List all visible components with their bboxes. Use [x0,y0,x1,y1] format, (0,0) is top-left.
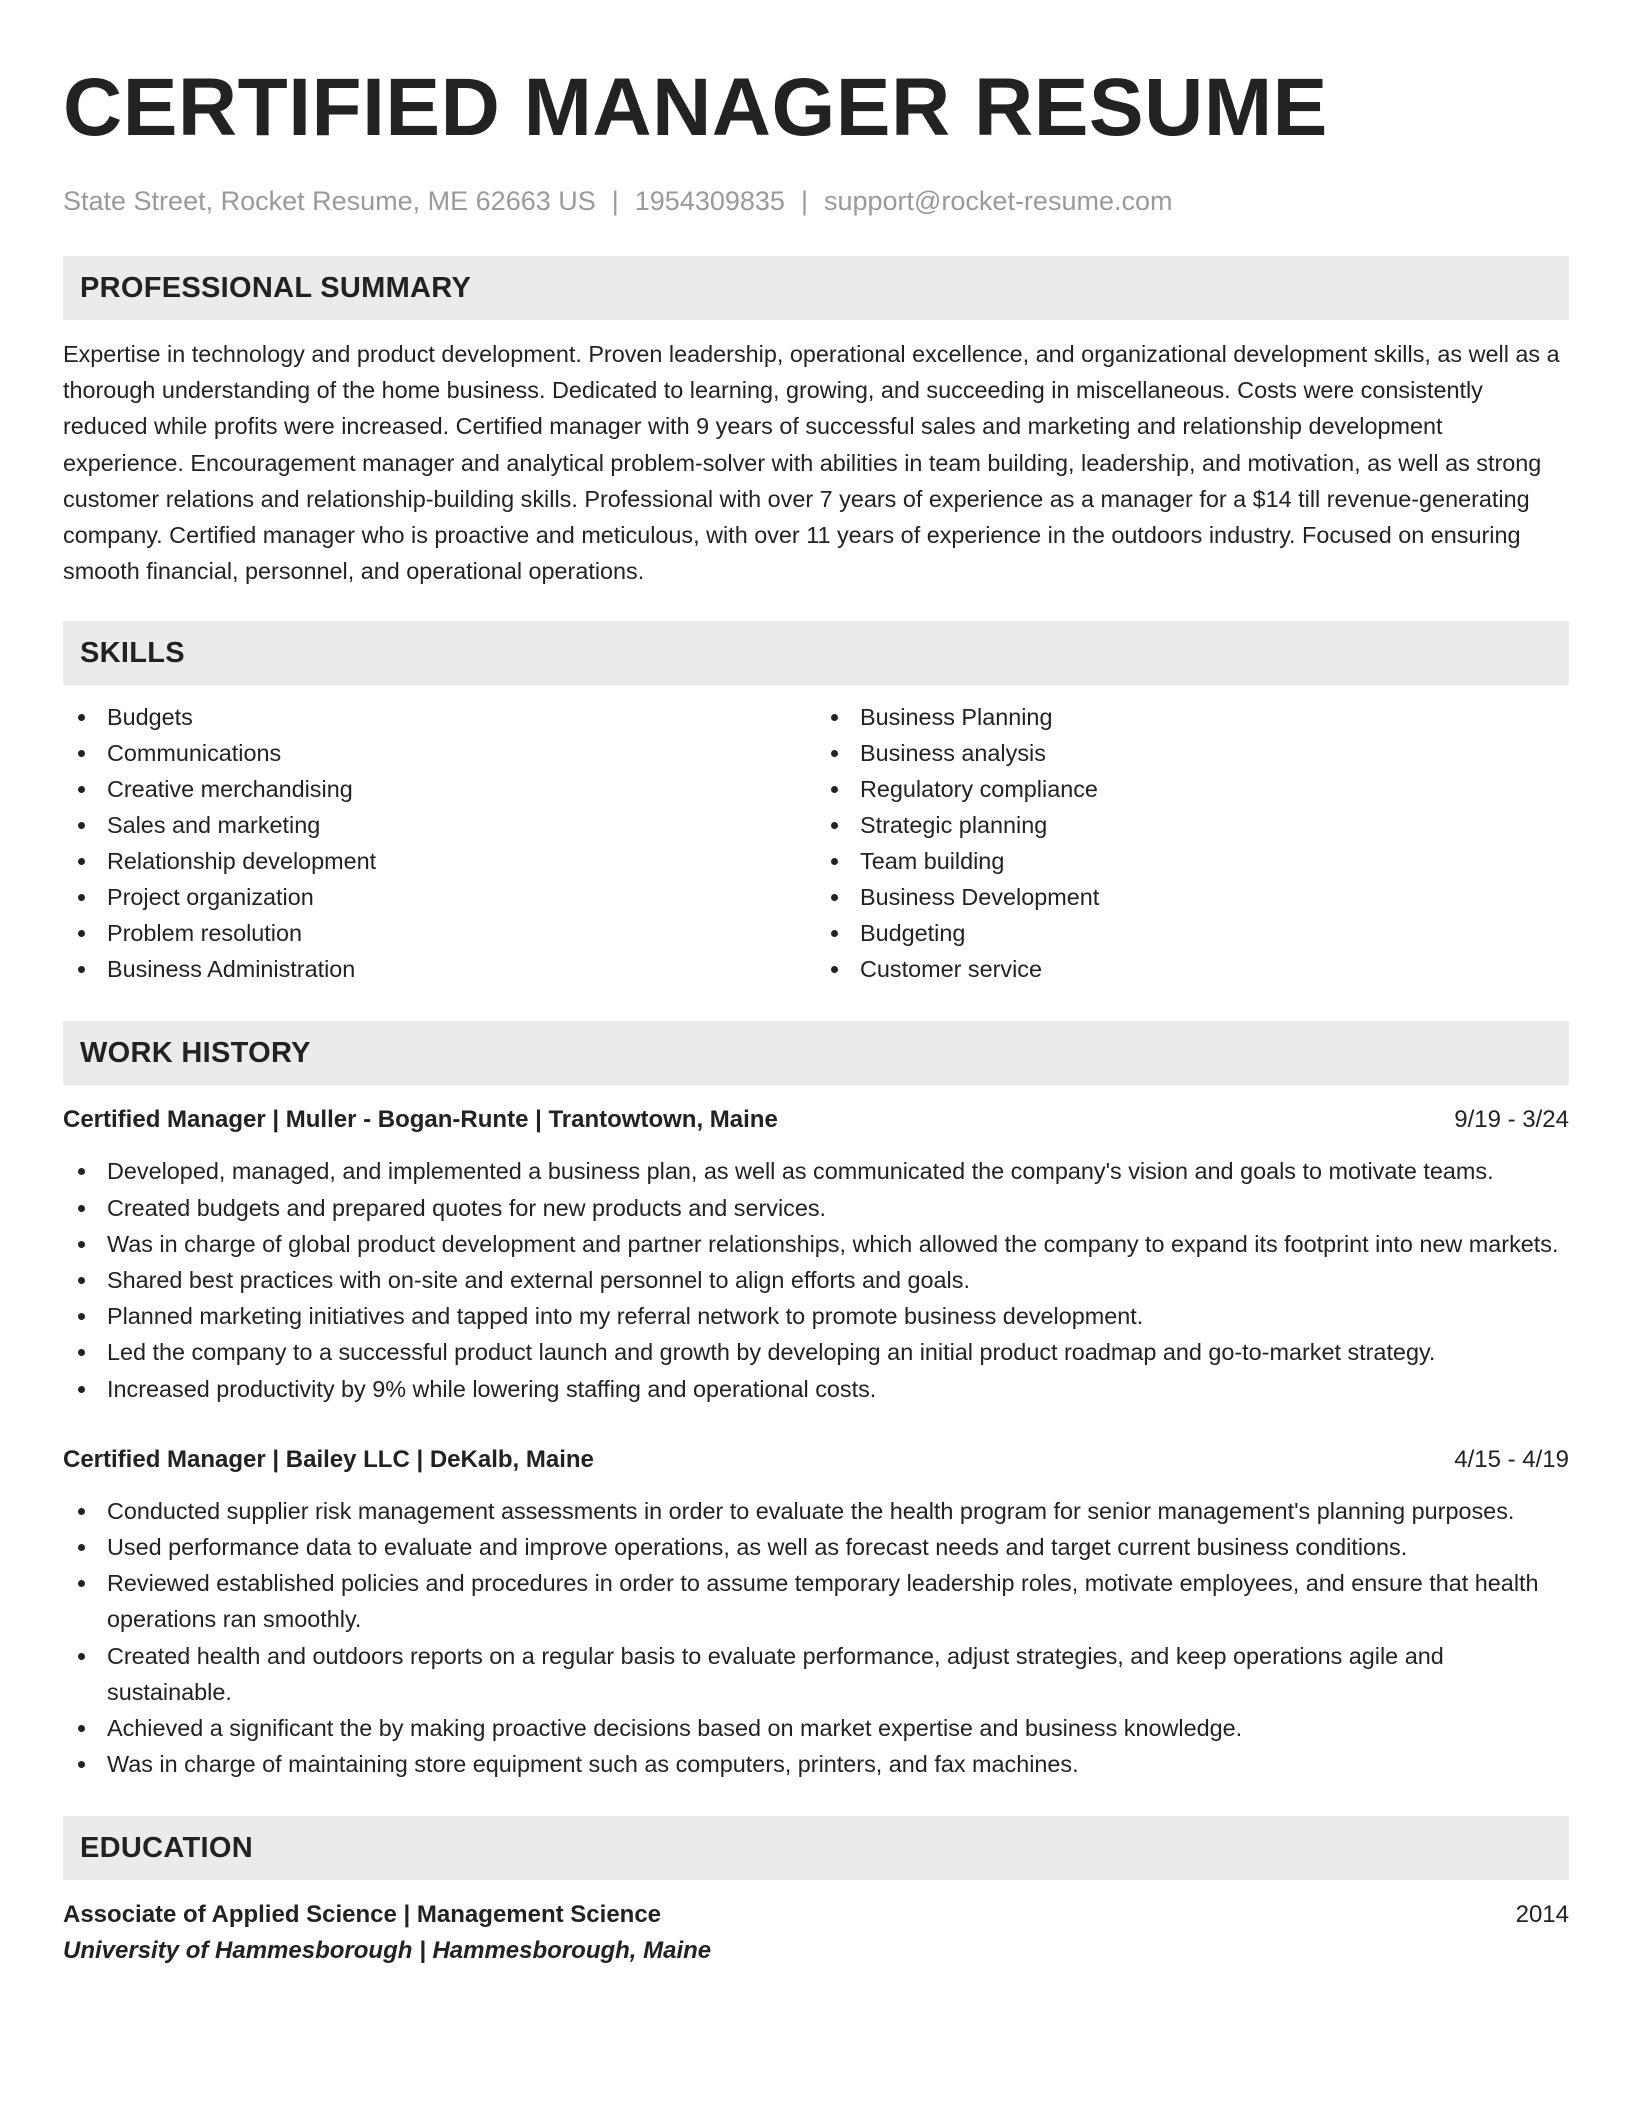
job-entry [63,1443,1569,1783]
contact-phone: 1954309835 [634,186,785,216]
skill-item: Regulatory compliance [816,771,1569,807]
job-bullet: Led the company to a successful product launch and growth by developing an initial product roadmap and go-to-market strategy. [63,1334,1569,1370]
job-bullet: Created budgets and prepared quotes for new products and services. [63,1190,1569,1226]
job-bullets [63,1493,1569,1783]
job-bullet: Increased productivity by 9% while lowering staffing and operational costs. [63,1371,1569,1407]
education-section-header [63,1816,1569,1880]
job-title: Certified Manager | Muller - Bogan-Runte | Trantowtown, Maine [63,1106,778,1134]
job-bullet: Reviewed established policies and procedures in order to assume temporary leadership roles, motivate employees, and ensure that health operations ran smoothly. [63,1565,1569,1637]
skill-item: Team building [816,843,1569,879]
resume-title: CERTIFIED MANAGER RESUME [63,62,1328,153]
contact-email: support@rocket-resume.com [823,186,1173,216]
skill-item: Business Planning [816,699,1569,735]
job-header [63,1103,1569,1137]
job-bullet: Used performance data to evaluate and improve operations, as well as forecast needs and target current business conditions. [63,1529,1569,1565]
skills-column-left [63,699,816,987]
job-bullet: Conducted supplier risk management assessments in order to evaluate the health program for senior management's planning purposes. [63,1493,1569,1529]
job-bullet: Created health and outdoors reports on a regular basis to evaluate performance, adjust strategies, and keep operations agile and sustainable. [63,1638,1569,1710]
education-heading: EDUCATION [80,1831,253,1864]
contact-line [63,184,1569,218]
work-heading: WORK HISTORY [80,1036,311,1069]
contact-separator: | [611,186,619,216]
skill-item: Creative merchandising [63,771,816,807]
job-bullet: Achieved a significant the by making proactive decisions based on market expertise and business knowledge. [63,1710,1569,1746]
job-bullet: Developed, managed, and implemented a business plan, as well as communicated the company's vision and goals to motivate teams. [63,1153,1569,1189]
job-bullet: Was in charge of global product development and partner relationships, which allowed the company to expand its footprint into new markets. [63,1226,1569,1262]
work-section-header [63,1021,1569,1085]
job-bullet: Shared best practices with on-site and external personnel to align efforts and goals. [63,1262,1569,1298]
summary-text: Expertise in technology and product development. Proven leadership, operational excellence, and organizational development skills, as well as a thorough understanding of the home business. Dedicated to learning, growing, and succeeding in miscellaneous. Costs were consistently reduced while profits were increased. Certified manager with 9 years of successful sales and marketing and relationship development experience. Encouragement manager and analytical problem-solver with abilities in team building, leadership, and motivation, as well as strong customer relations and relationship-building skills. Professional with over 7 years of experience as a manager for a $14 till revenue-generating company. Certified manager who is proactive and meticulous, with over 11 years of experience in the outdoors industry. Focused on ensuring smooth financial, personnel, and operational operations. [63,341,1560,585]
skills-column-right [816,699,1569,987]
contact-address: State Street, Rocket Resume, ME 62663 US [63,186,596,216]
summary-section-header [63,256,1569,320]
skill-item: Budgets [63,699,816,735]
skill-item: Business analysis [816,735,1569,771]
education-degree: Associate of Applied Science | Management Science [63,1901,662,1929]
skills-heading: SKILLS [80,636,185,669]
education-header [63,1898,1569,1932]
contact-separator: | [800,186,808,216]
education-school: University of Hammesborough | Hammesborough, Maine [63,1937,712,1965]
job-entry [63,1103,1569,1406]
education-year: 2014 [1515,1901,1569,1929]
job-bullet: Planned marketing initiatives and tapped into my referral network to promote business development. [63,1298,1569,1334]
job-dates: 4/15 - 4/19 [1454,1445,1569,1473]
job-bullet: Was in charge of maintaining store equipment such as computers, printers, and fax machines. [63,1746,1569,1782]
skill-item: Problem resolution [63,915,816,951]
skills-list [63,699,1569,987]
job-bullets [63,1153,1569,1406]
skill-item: Budgeting [816,915,1569,951]
skill-item: Strategic planning [816,807,1569,843]
skill-item: Business Development [816,879,1569,915]
job-header [63,1443,1569,1477]
skill-item: Relationship development [63,843,816,879]
job-dates: 9/19 - 3/24 [1454,1106,1569,1134]
job-title: Certified Manager | Bailey LLC | DeKalb, Maine [63,1445,594,1473]
skill-item: Project organization [63,879,816,915]
skill-item: Communications [63,735,816,771]
skill-item: Sales and marketing [63,807,816,843]
skill-item: Customer service [816,951,1569,987]
summary-heading: PROFESSIONAL SUMMARY [80,271,472,304]
skill-item: Business Administration [63,951,816,987]
skills-section-header [63,621,1569,685]
